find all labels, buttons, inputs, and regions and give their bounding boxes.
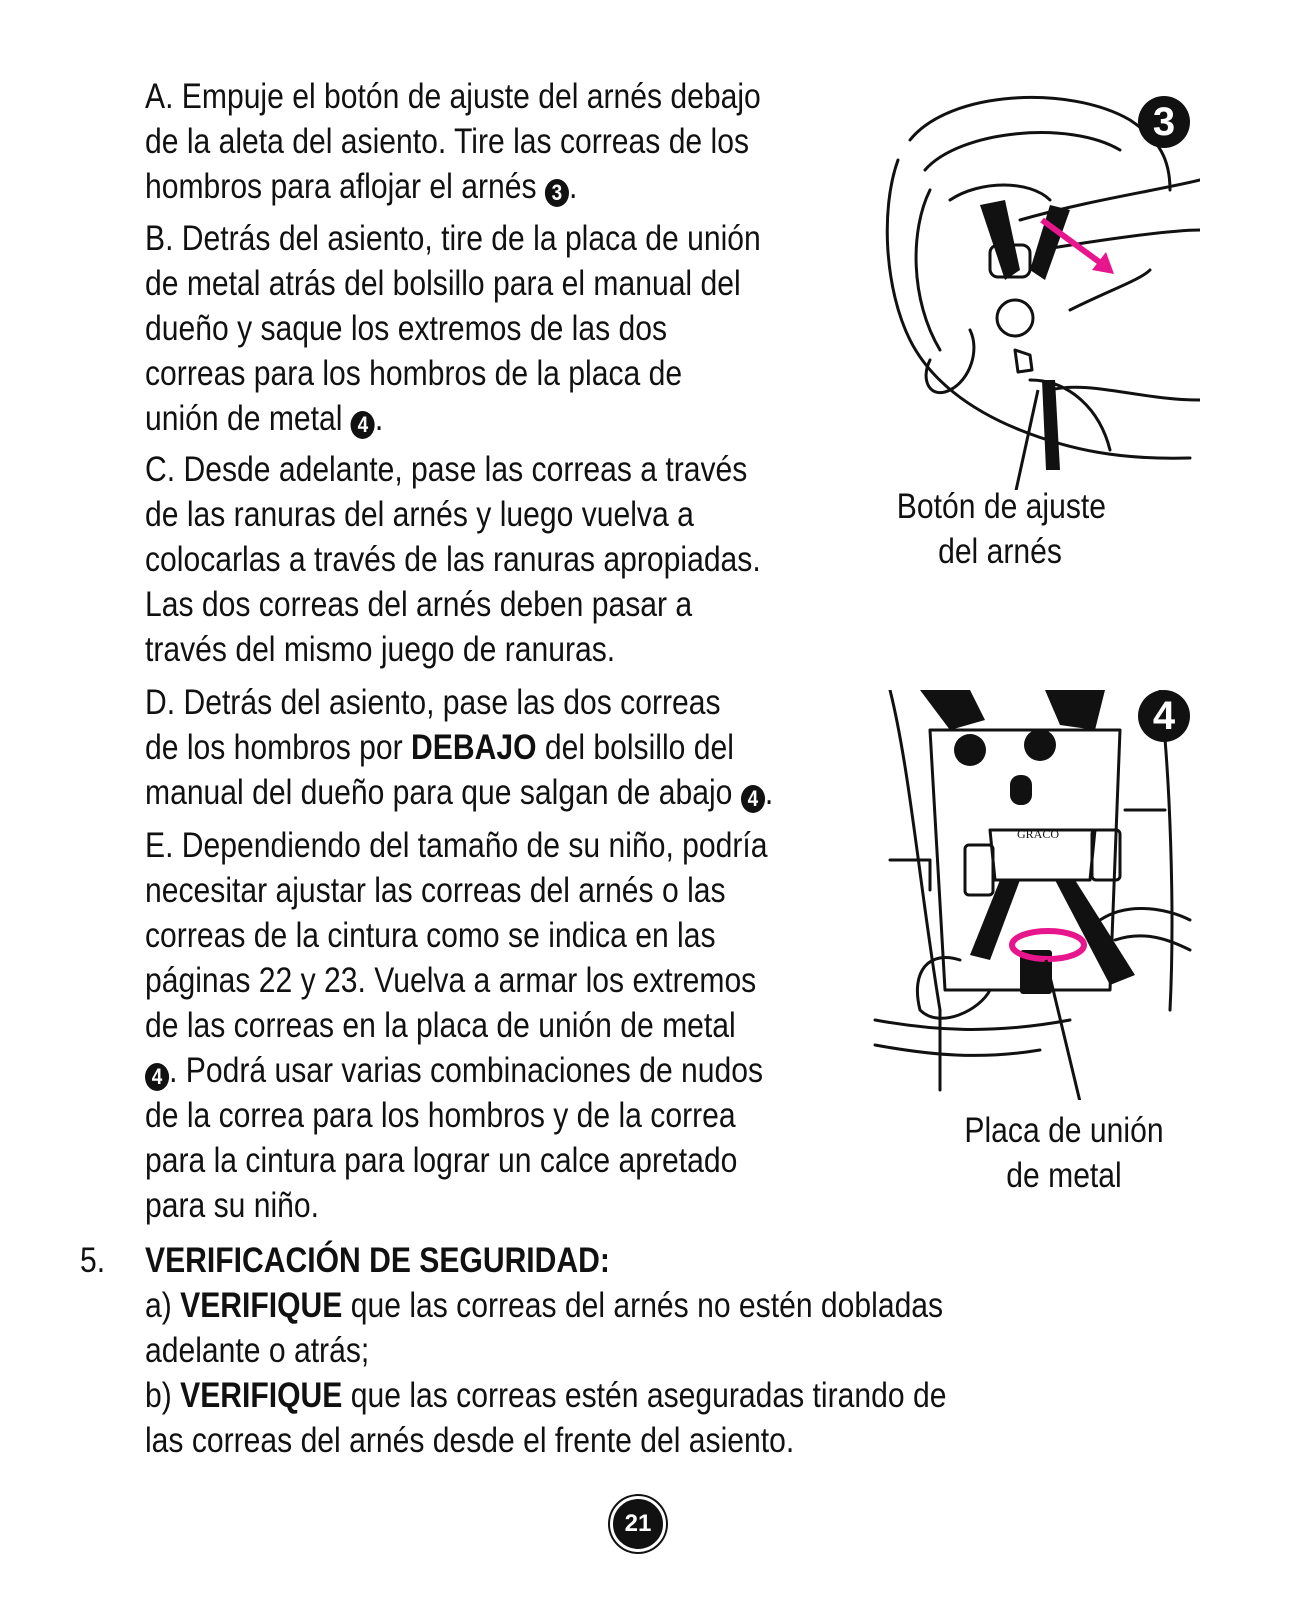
step-d-line-1: D. Detrás del asiento, pase las dos correas xyxy=(145,683,721,722)
step-e-line-4: páginas 22 y 23. Vuelva a armar los extremos xyxy=(145,961,757,1000)
step-e-line-6: 4 . Podrá usar varias combinaciones de nudos xyxy=(145,1048,777,1093)
step-b-line-3: dueño y saque los extremos de las dos xyxy=(145,309,668,348)
step-c-line-4: Las dos correas del arnés deben pasar a xyxy=(145,585,693,624)
check-b-line-2: las correas del arnés desde el frente del asiento. xyxy=(145,1421,795,1460)
step-e-line-5: de las correas en la placa de unión de metal xyxy=(145,1006,736,1045)
step-d xyxy=(145,680,777,815)
figure-4-illustration xyxy=(870,690,1200,1100)
check-a-line-2: adelante o atrás; xyxy=(145,1331,370,1370)
section-number: 5. xyxy=(80,1241,106,1280)
step-e-line-2: necesitar ajustar las correas del arnés o las xyxy=(145,871,726,910)
step-c-line-3: colocarlas a través de las ranuras apropiadas. xyxy=(145,540,761,579)
step-c-line-1: C. Desde adelante, pase las correas a través xyxy=(145,450,748,489)
check-a-line-1: a) VERIFIQUE que las correas del arnés no estén dobladas xyxy=(145,1286,944,1325)
step-d-line-2: de los hombros por DEBAJO del bolsillo del xyxy=(145,728,734,767)
step-c xyxy=(145,447,777,672)
figure-ref-4-icon: 4 xyxy=(741,785,765,813)
step-a-line-3: hombros para aflojar el arnés 3 . xyxy=(145,167,578,206)
step-c-line-2: de las ranuras del arnés y luego vuelva a xyxy=(145,495,694,534)
step-e-line-7: de la correa para los hombros y de la correa xyxy=(145,1096,736,1135)
figure-ref-4-icon: 4 xyxy=(351,411,375,439)
step-a-line-2: de la aleta del asiento. Tire las correas de los xyxy=(145,122,750,161)
step-a xyxy=(145,74,777,209)
step-b-line-5: unión de metal 4 . xyxy=(145,399,384,438)
figure-ref-4-icon: 4 xyxy=(145,1063,169,1091)
page-number: 21 xyxy=(610,1496,666,1552)
figure-4-badge-icon: 4 xyxy=(1138,690,1190,742)
step-e-line-3: correas de la cintura como se indica en las xyxy=(145,916,716,955)
section-title: VERIFICACIÓN DE SEGURIDAD: xyxy=(145,1241,610,1280)
step-b-line-2: de metal atrás del bolsillo para el manual del xyxy=(145,264,741,303)
figure-ref-3-icon: 3 xyxy=(545,179,569,207)
step-b-line-4: correas para los hombros de la placa de xyxy=(145,354,683,393)
callout-line xyxy=(1046,960,1082,1100)
step-e xyxy=(145,823,777,1228)
callout-line xyxy=(1015,390,1038,490)
section-checks xyxy=(145,1283,1005,1463)
step-c-line-5: través del mismo juego de ranuras. xyxy=(145,630,616,669)
figure-4-caption: Placa de unión de metal xyxy=(964,1111,1164,1195)
step-b xyxy=(145,216,777,441)
figure-3-caption: Botón de ajuste del arnés xyxy=(896,487,1106,571)
figure-3-badge-icon: 3 xyxy=(1138,96,1190,148)
step-e-line-8: para la cintura para lograr un calce apretado xyxy=(145,1141,738,1180)
step-d-line-3: manual del dueño para que salgan de abajo 4 . xyxy=(145,773,774,812)
step-b-line-1: B. Detrás del asiento, tire de la placa de unión xyxy=(145,219,761,258)
step-e-line-9: para su niño. xyxy=(145,1186,320,1225)
brand-label: GRACO xyxy=(1016,827,1060,841)
step-a-line-1: A. Empuje el botón de ajuste del arnés debajo xyxy=(145,77,761,116)
check-b-line-1: b) VERIFIQUE que las correas estén aseguradas tirando de xyxy=(145,1376,947,1415)
step-e-line-1: E. Dependiendo del tamaño de su niño, podría xyxy=(145,826,768,865)
